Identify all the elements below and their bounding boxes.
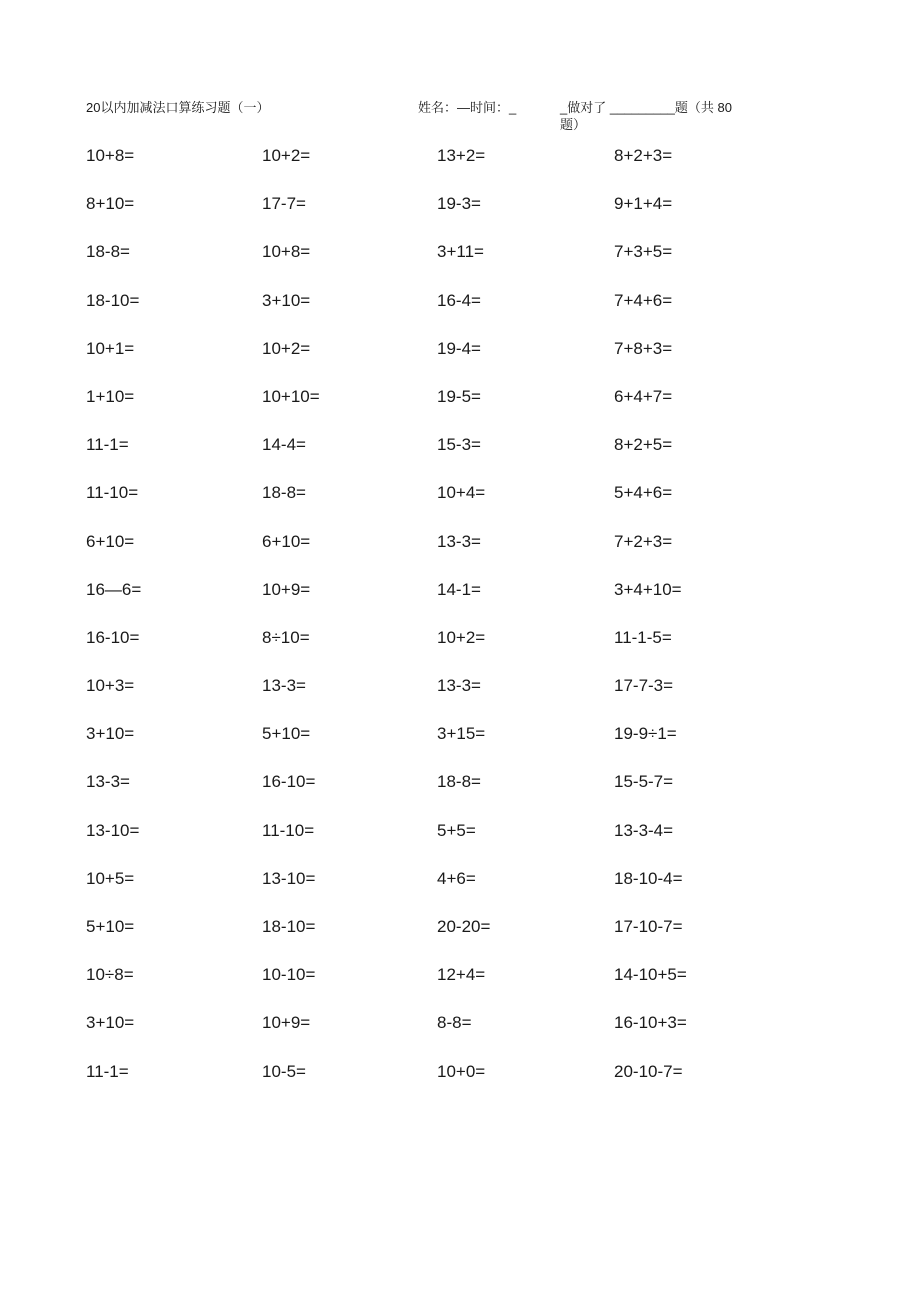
math-problem: 13-3-4= [614, 820, 674, 840]
math-problem: 6+10= [86, 531, 135, 551]
problem-row [0, 909, 920, 957]
problem-row [0, 668, 920, 716]
math-problem: 5+4+6= [614, 483, 673, 503]
math-problem: 17-7= [262, 194, 306, 214]
math-problem: 16-10= [86, 627, 140, 647]
math-problem: 8+2+5= [614, 435, 673, 455]
math-problem: 10÷8= [86, 965, 134, 985]
problem-row [0, 1005, 920, 1053]
math-problem: 7+2+3= [614, 531, 673, 551]
math-problem: 20-10-7= [614, 1061, 683, 1081]
math-problem: 18-10-4= [614, 868, 683, 888]
math-problem: 8+2+3= [614, 146, 673, 165]
math-problem: 3+10= [262, 290, 311, 310]
math-problem: 10+5= [86, 868, 135, 888]
problem-row [0, 813, 920, 861]
problem-row [0, 957, 920, 1005]
math-problem: 7+4+6= [614, 290, 673, 310]
math-problem: 15-5-7= [614, 772, 674, 792]
math-problem: 10-5= [262, 1061, 306, 1081]
problem-row [0, 234, 920, 282]
math-problem: 11-1= [86, 1061, 129, 1081]
problem-row [0, 620, 920, 668]
problem-row [0, 524, 920, 572]
math-problem: 10+2= [262, 146, 311, 165]
math-problem: 18-8= [86, 242, 130, 262]
math-problem: 8÷10= [262, 627, 310, 647]
math-problem: 13-3= [86, 772, 130, 792]
problem-row [0, 138, 920, 186]
math-problem: 13-3= [437, 676, 481, 696]
math-problem: 18-8= [437, 772, 481, 792]
math-problem: 16-10= [262, 772, 316, 792]
math-problem: 1+10= [86, 386, 135, 406]
math-problem: 3+11= [437, 242, 484, 262]
math-problem: 6+10= [262, 531, 311, 551]
math-problem: 3+4+10= [614, 579, 682, 599]
math-problem: 6+4+7= [614, 386, 673, 406]
math-problem: 5+5= [437, 820, 476, 840]
problem-row [0, 475, 920, 523]
score-field: _做对了 _________题（共 80 题） [560, 100, 732, 132]
math-problem: 10+8= [86, 146, 135, 165]
problem-row [0, 861, 920, 909]
worksheet-header [0, 99, 920, 139]
problem-row [0, 716, 920, 764]
math-problem: 14-1= [437, 579, 481, 599]
math-problem: 9+1+4= [614, 194, 673, 214]
math-problem: 10+2= [437, 627, 486, 647]
math-problem: 15-3= [437, 435, 481, 455]
math-problem: 5+10= [86, 917, 135, 936]
math-problem: 20-20= [437, 917, 491, 936]
problem-row [0, 764, 920, 812]
problem-row [0, 331, 920, 379]
math-problem: 8+10= [86, 194, 135, 214]
math-problem: 19-3= [437, 194, 481, 214]
math-problem: 16—6= [86, 579, 142, 599]
math-problem: 3+10= [86, 1013, 135, 1033]
math-problem: 4+6= [437, 868, 476, 888]
math-problem: 14-10+5= [614, 965, 687, 985]
math-problem: 11-10= [262, 820, 315, 840]
math-problem: 10+1= [86, 338, 135, 358]
math-problem: 10-10= [262, 965, 316, 985]
math-problem: 11-1-5= [614, 627, 672, 647]
math-problem: 13-3= [262, 676, 306, 696]
math-problem: 10+0= [437, 1061, 486, 1081]
math-problem: 10+8= [262, 242, 311, 262]
math-problem: 18-10= [86, 290, 140, 310]
problem-row [0, 379, 920, 427]
problem-row [0, 1054, 920, 1102]
math-problem: 10+10= [262, 386, 320, 406]
problem-row [0, 572, 920, 620]
math-problem: 11-1= [86, 435, 129, 455]
math-problem: 10+3= [86, 676, 135, 696]
math-problem: 10+9= [262, 579, 311, 599]
math-problem: 14-4= [262, 435, 306, 455]
math-problem: 18-10= [262, 917, 316, 936]
worksheet-title: 20以内加减法口算练习题（一） [86, 100, 270, 115]
math-problem: 3+10= [86, 724, 135, 744]
problem-row [0, 427, 920, 475]
math-problem: 3+15= [437, 724, 486, 744]
problem-row [0, 283, 920, 331]
math-problem: 13-10= [86, 820, 140, 840]
math-problem: 11-10= [86, 483, 139, 503]
math-problem: 19-9÷1= [614, 724, 677, 744]
math-problem: 7+8+3= [614, 338, 673, 358]
name-time-field: 姓名：—时间：_ [418, 100, 517, 115]
problem-row [0, 186, 920, 234]
math-problem: 10+4= [437, 483, 486, 503]
math-problem: 17-10-7= [614, 917, 683, 936]
math-problem: 19-5= [437, 386, 481, 406]
math-problem: 13+2= [437, 146, 486, 165]
math-problem: 10+9= [262, 1013, 311, 1033]
math-problem: 17-7-3= [614, 676, 674, 696]
math-problem: 10+2= [262, 338, 311, 358]
math-problem: 7+3+5= [614, 242, 673, 262]
math-problem: 8-8= [437, 1013, 472, 1033]
math-problem: 19-4= [437, 338, 481, 358]
math-problem: 16-10+3= [614, 1013, 687, 1033]
math-problem: 12+4= [437, 965, 486, 985]
math-problem: 5+10= [262, 724, 311, 744]
math-problem: 18-8= [262, 483, 306, 503]
math-problem: 13-3= [437, 531, 481, 551]
math-problem: 13-10= [262, 868, 316, 888]
problem-grid [0, 138, 920, 1102]
math-problem: 16-4= [437, 290, 481, 310]
